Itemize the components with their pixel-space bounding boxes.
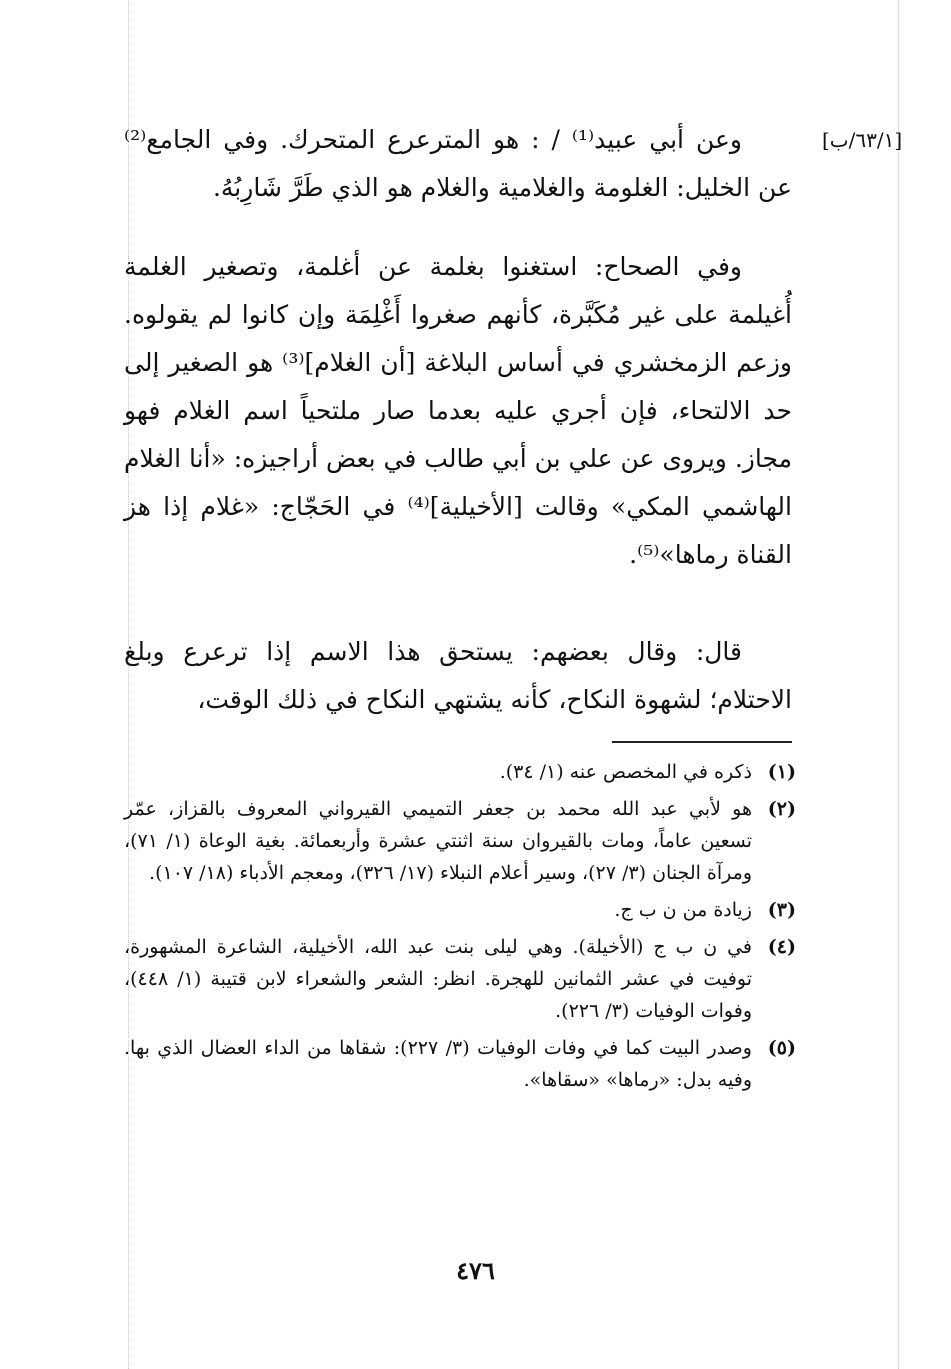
footnote-4: [124, 931, 796, 1027]
footnote-number: (١): [767, 761, 796, 783]
paragraph-1: وعن أبي عبيد⁽¹⁾ / : هو المترعرع المتحرك. وفي الجامع⁽²⁾ عن الخليل: الغلومة والغلامية والغلام هو الذي طَرَّ شَارِبُهُ.: [124, 125, 792, 202]
footnote-text: وصدر البيت كما في وفات الوفيات (٣/ ٢٢٧): شقاها من الداء العضال الذي بها. وفيه بدل: «رماها» «سقاها».: [124, 1037, 752, 1091]
footnote-text: زيادة من ن ب ج.: [614, 899, 752, 921]
footnote-number: (٤): [767, 936, 796, 958]
manuscript-folio-marker: [٦٣/١/ب]: [822, 128, 903, 152]
footnote-1: [124, 756, 796, 788]
footnote-text: ذكره في المخصص عنه (١/ ٣٤).: [499, 761, 752, 783]
footnote-2: [124, 793, 796, 889]
footnote-text: هو لأبي عبد الله محمد بن جعفر التميمي القيرواني المعروف بالقزاز، عمّر تسعين عاماً، ومات بالقيروان سنة اثنتي عشرة وأربعمائة. بغية الوعاة (١/ ٧١)، ومرآة الجنان (٣/ ٢٧)، وسير أعلام النبلاء (١٧/ ٣٢٦)، ومعجم الأدباء (١٨/ ١٠٧).: [124, 798, 752, 884]
footnote-3: [124, 894, 796, 926]
footnotes-list: [124, 756, 796, 1101]
paragraph-3: قال: وقال بعضهم: يستحق هذا الاسم إذا ترعرع وبلغ الاحتلام؛ لشهوة النكاح، كأنه يشتهي النكاح في ذلك الوقت،: [124, 637, 792, 714]
paragraph-2: وفي الصحاح: استغنوا بغلمة عن أغلمة، وتصغير الغلمة أُغيلمة على غير مُكَبَّرة، كأنهم صغروا أَغْلِمَة وإن كانوا لم يقولوه. وزعم الزمخشري في أساس البلاغة [أن الغلام]⁽³⁾ هو الصغير إلى حد الالتحاء، فإن أجري عليه بعدما صار ملتحياً اسم الغلام فهو مجاز. ويروى عن علي بن أبي طالب في بعض أراجيزه: «أنا الغلام الهاشمي المكي» وقالت [الأخيلية]⁽⁴⁾ في الحَجّاج: «غلام إذا هز القناة رماها»⁽⁵⁾.: [124, 252, 792, 569]
footnote-number: (٥): [767, 1037, 796, 1059]
footnote-text: في ن ب ج (الأخيلة). وهي ليلى بنت عبد الله، الأخيلية، الشاعرة المشهورة، توفيت في عشر الثمانين للهجرة. انظر: الشعر والشعراء لابن قتيبة (١/ ٤٤٨)، وفوات الوفيات (٣/ ٢٢٦).: [124, 936, 752, 1022]
footnote-number: (٢): [767, 798, 796, 820]
page-number: ٤٧٦: [456, 1256, 495, 1285]
footnote-5: [124, 1032, 796, 1096]
footnote-separator: [612, 741, 792, 743]
footnote-number: (٣): [767, 899, 796, 921]
scan-dotted-line: [898, 0, 899, 1369]
